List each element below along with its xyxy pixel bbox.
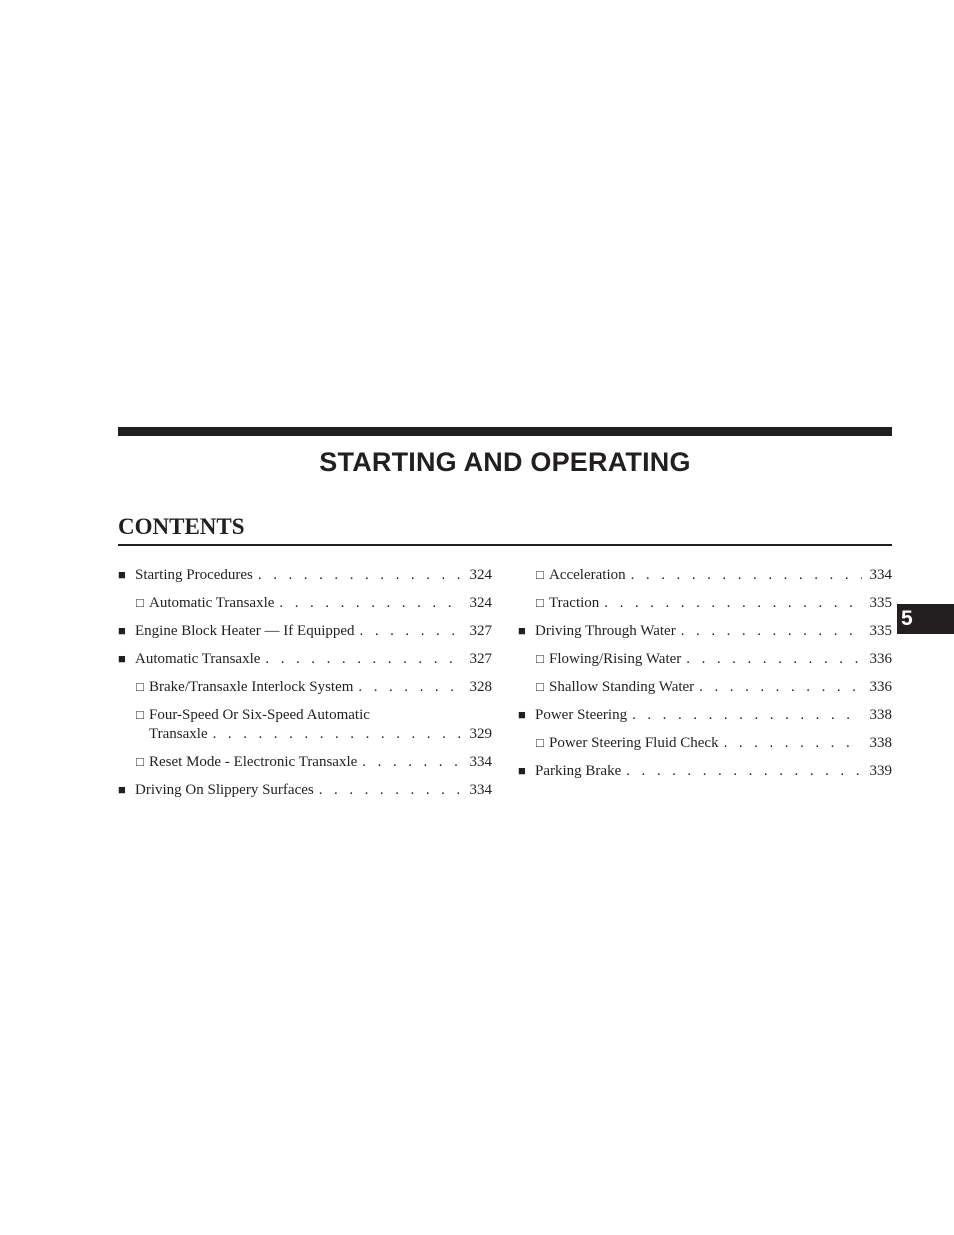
square-bullet-icon: ■ xyxy=(518,763,526,778)
toc-entry-title: Power Steering xyxy=(535,707,628,723)
toc-entry[interactable] xyxy=(518,591,892,619)
toc-entry[interactable] xyxy=(118,647,492,675)
square-bullet-icon: ■ xyxy=(118,782,126,797)
toc-entry-page: 334 xyxy=(469,782,492,798)
toc-entry[interactable] xyxy=(118,563,492,591)
toc-entry[interactable] xyxy=(518,675,892,703)
hollow-square-bullet-icon: □ xyxy=(536,651,544,666)
dot-leader xyxy=(319,778,462,802)
dot-leader xyxy=(213,722,462,746)
dot-leader xyxy=(360,619,462,643)
toc-entry-page: 336 xyxy=(869,679,892,695)
hollow-square-bullet-icon: □ xyxy=(136,707,144,722)
hollow-square-bullet-icon: □ xyxy=(136,754,144,769)
toc-entry[interactable] xyxy=(118,591,492,619)
toc-entry-title: Automatic Transaxle xyxy=(149,595,275,611)
chapter-top-rule xyxy=(118,427,892,436)
contents-heading: CONTENTS xyxy=(118,514,245,539)
contents-column-left xyxy=(118,563,492,806)
toc-entry-page: 334 xyxy=(469,754,492,770)
dot-leader xyxy=(265,647,462,671)
square-bullet-icon: ■ xyxy=(518,707,526,722)
toc-entry-page: 338 xyxy=(869,707,892,723)
toc-entry[interactable] xyxy=(518,647,892,675)
toc-entry[interactable] xyxy=(518,759,892,787)
toc-entry-title-continued: Transaxle xyxy=(149,726,208,742)
toc-entry-title: Driving On Slippery Surfaces xyxy=(135,782,314,798)
chapter-number-tab: 5 xyxy=(897,604,954,634)
toc-entry-page: 338 xyxy=(869,735,892,751)
dot-leader xyxy=(358,675,462,699)
toc-entry-title: Engine Block Heater — If Equipped xyxy=(135,623,355,639)
toc-entry-page: 327 xyxy=(469,623,492,639)
toc-entry-title: Starting Procedures xyxy=(135,567,253,583)
toc-entry-title: Traction xyxy=(549,595,600,611)
toc-entry-title: Power Steering Fluid Check xyxy=(549,735,719,751)
toc-entry-page: 335 xyxy=(869,595,892,611)
toc-entry-title: Parking Brake xyxy=(535,763,622,779)
toc-entry-title: Flowing/Rising Water xyxy=(549,651,682,667)
contents-column-right xyxy=(518,563,892,787)
toc-entry[interactable] xyxy=(118,703,492,750)
toc-entry-title: Driving Through Water xyxy=(535,623,676,639)
toc-entry-title: Brake/Transaxle Interlock System xyxy=(149,679,354,695)
toc-entry-page: 334 xyxy=(869,567,892,583)
toc-entry-page: 324 xyxy=(469,567,492,583)
contents-rule xyxy=(118,544,892,546)
dot-leader xyxy=(604,591,862,615)
toc-entry[interactable] xyxy=(518,731,892,759)
dot-leader xyxy=(362,750,462,774)
toc-entry[interactable] xyxy=(118,675,492,703)
dot-leader xyxy=(724,731,862,755)
toc-entry-page: 324 xyxy=(469,595,492,611)
dot-leader xyxy=(258,563,462,587)
toc-entry-page: 328 xyxy=(469,679,492,695)
toc-entry-title: Acceleration xyxy=(549,567,626,583)
toc-entry-title: Reset Mode - Electronic Transaxle xyxy=(149,754,358,770)
toc-entry[interactable] xyxy=(118,619,492,647)
square-bullet-icon: ■ xyxy=(118,651,126,666)
hollow-square-bullet-icon: □ xyxy=(536,595,544,610)
toc-entry-page: 329 xyxy=(469,726,492,742)
toc-entry[interactable] xyxy=(518,563,892,591)
toc-entry-title: Shallow Standing Water xyxy=(549,679,695,695)
toc-entry-page: 336 xyxy=(869,651,892,667)
hollow-square-bullet-icon: □ xyxy=(536,567,544,582)
hollow-square-bullet-icon: □ xyxy=(536,735,544,750)
dot-leader xyxy=(686,647,862,671)
hollow-square-bullet-icon: □ xyxy=(136,679,144,694)
toc-entry[interactable] xyxy=(518,703,892,731)
toc-entry[interactable] xyxy=(118,750,492,778)
dot-leader xyxy=(699,675,862,699)
square-bullet-icon: ■ xyxy=(518,623,526,638)
toc-entry-title: Automatic Transaxle xyxy=(135,651,261,667)
dot-leader xyxy=(632,703,862,727)
dot-leader xyxy=(626,759,862,783)
toc-entry[interactable] xyxy=(518,619,892,647)
square-bullet-icon: ■ xyxy=(118,623,126,638)
toc-entry-page: 327 xyxy=(469,651,492,667)
dot-leader xyxy=(681,619,862,643)
hollow-square-bullet-icon: □ xyxy=(536,679,544,694)
hollow-square-bullet-icon: □ xyxy=(136,595,144,610)
square-bullet-icon: ■ xyxy=(118,567,126,582)
dot-leader xyxy=(279,591,462,615)
toc-entry[interactable] xyxy=(118,778,492,806)
toc-entry-page: 335 xyxy=(869,623,892,639)
dot-leader xyxy=(631,563,862,587)
toc-entry-page: 339 xyxy=(869,763,892,779)
chapter-title: STARTING AND OPERATING xyxy=(319,447,691,477)
toc-entry-title: Four-Speed Or Six-Speed Automatic xyxy=(149,707,370,723)
